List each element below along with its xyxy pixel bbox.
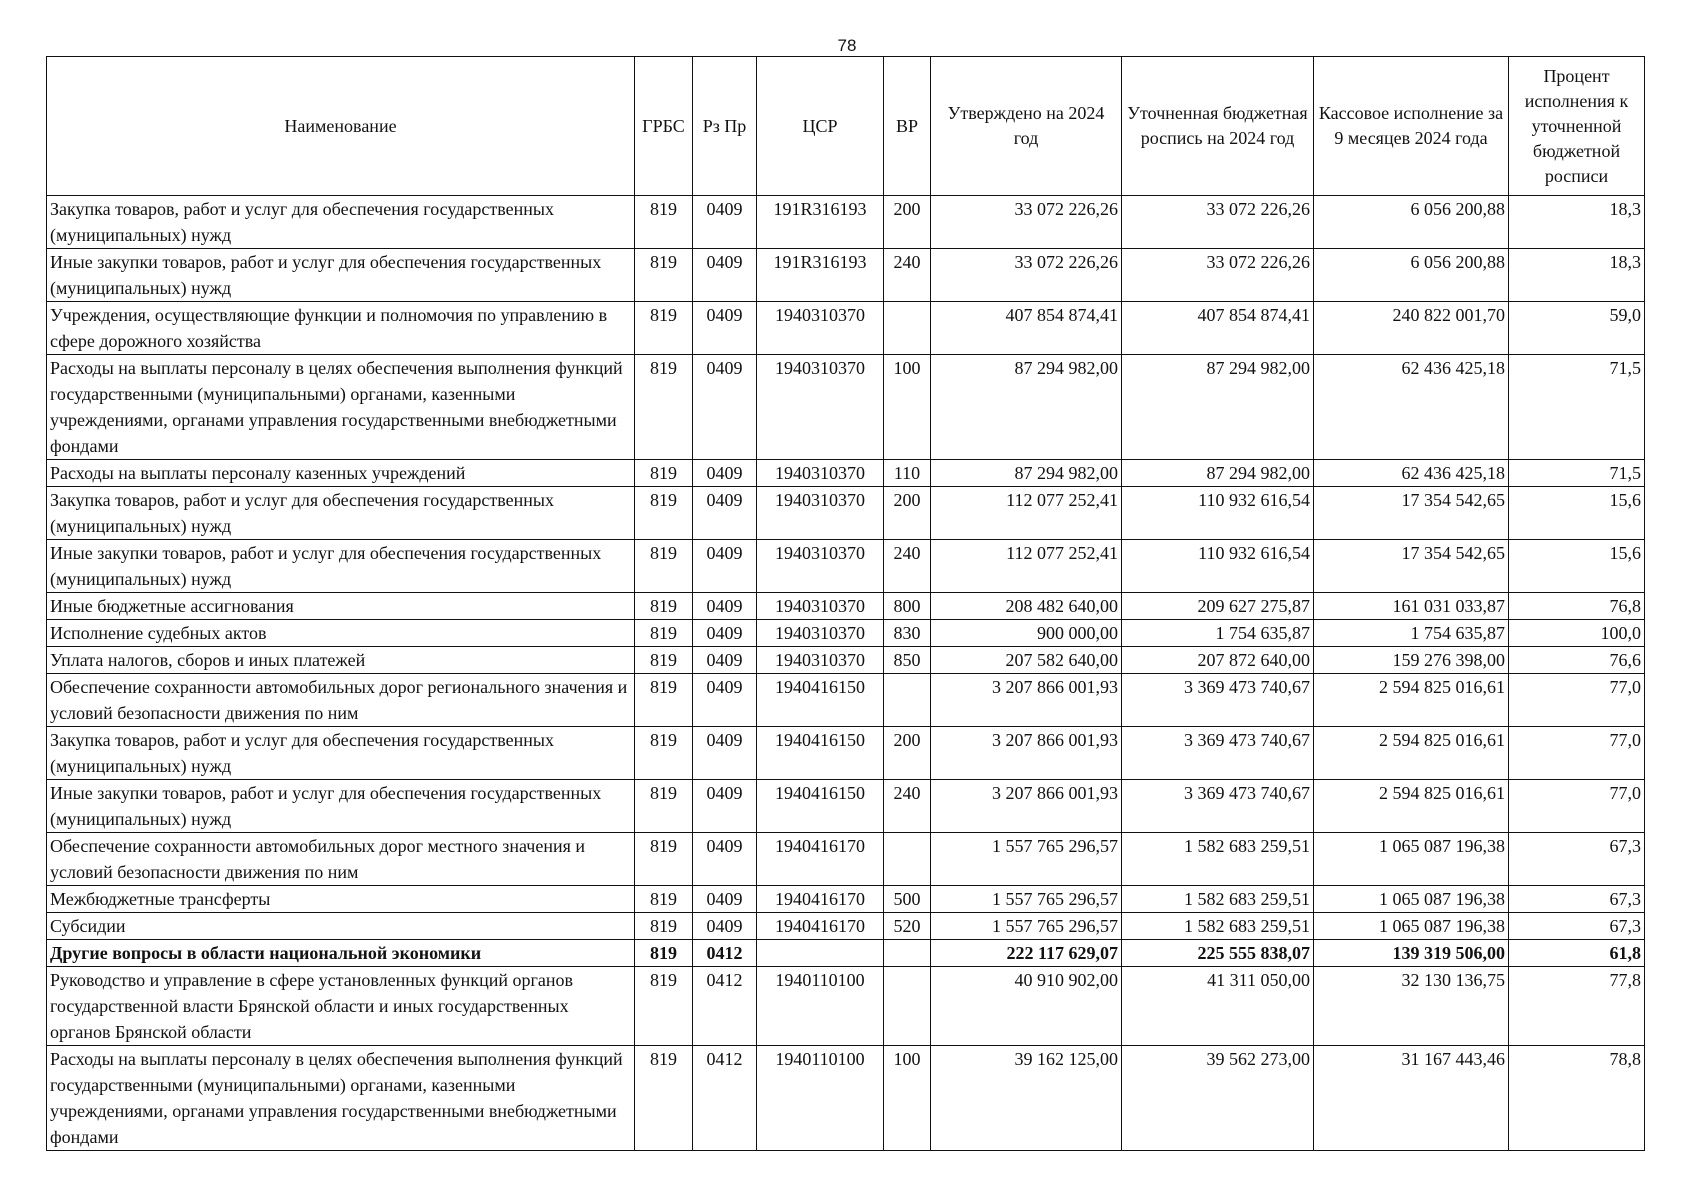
header-refined: Уточненная бюджетная роспись на 2024 год	[1122, 57, 1314, 196]
cell-csr: 1940110100	[757, 967, 884, 1046]
cell-rzpr: 0409	[693, 647, 757, 674]
cell-cash: 62 436 425,18	[1314, 355, 1509, 460]
cell-grbs: 819	[635, 1046, 693, 1151]
cell-csr: 191R316193	[757, 196, 884, 249]
cell-grbs: 819	[635, 460, 693, 487]
cell-grbs: 819	[635, 647, 693, 674]
table-row	[47, 355, 1645, 460]
cell-name: Обеспечение сохранности автомобильных дорог регионального значения и условий безопасности движения по ним	[47, 674, 635, 727]
cell-percent: 59,0	[1509, 302, 1645, 355]
cell-refined: 33 072 226,26	[1122, 196, 1314, 249]
cell-name: Иные закупки товаров, работ и услуг для обеспечения государственных (муниципальных) нужд	[47, 780, 635, 833]
cell-percent: 78,8	[1509, 1046, 1645, 1151]
header-cash: Кассовое исполнение за 9 месяцев 2024 года	[1314, 57, 1509, 196]
cell-rzpr: 0409	[693, 833, 757, 886]
header-name: Наименование	[47, 57, 635, 196]
cell-percent: 77,0	[1509, 674, 1645, 727]
header-csr: ЦСР	[757, 57, 884, 196]
table-header	[47, 57, 1645, 196]
table-row	[47, 302, 1645, 355]
cell-vr	[884, 674, 931, 727]
cell-vr: 200	[884, 727, 931, 780]
cell-rzpr: 0409	[693, 780, 757, 833]
page-number: 78	[837, 36, 857, 55]
table-row	[47, 540, 1645, 593]
cell-rzpr: 0409	[693, 355, 757, 460]
table-row	[47, 647, 1645, 674]
cell-percent: 18,3	[1509, 249, 1645, 302]
cell-cash: 17 354 542,65	[1314, 487, 1509, 540]
cell-cash: 2 594 825 016,61	[1314, 780, 1509, 833]
cell-refined: 33 072 226,26	[1122, 249, 1314, 302]
table-row	[47, 593, 1645, 620]
cell-cash: 2 594 825 016,61	[1314, 674, 1509, 727]
cell-rzpr: 0412	[693, 1046, 757, 1151]
cell-cash: 161 031 033,87	[1314, 593, 1509, 620]
cell-csr: 1940416170	[757, 913, 884, 940]
cell-vr	[884, 940, 931, 967]
cell-csr: 1940416150	[757, 727, 884, 780]
cell-refined: 1 582 683 259,51	[1122, 913, 1314, 940]
cell-csr: 1940110100	[757, 1046, 884, 1151]
header-percent: Процент исполнения к уточненной бюджетной росписи	[1509, 57, 1645, 196]
cell-grbs: 819	[635, 249, 693, 302]
cell-name: Руководство и управление в сфере установленных функций органов государственной власти Брянской области и иных государственных органов Брянской области	[47, 967, 635, 1046]
cell-grbs: 819	[635, 620, 693, 647]
cell-approved: 112 077 252,41	[931, 487, 1122, 540]
cell-refined: 3 369 473 740,67	[1122, 674, 1314, 727]
cell-cash: 31 167 443,46	[1314, 1046, 1509, 1151]
cell-refined: 3 369 473 740,67	[1122, 780, 1314, 833]
cell-approved: 1 557 765 296,57	[931, 833, 1122, 886]
cell-percent: 77,0	[1509, 727, 1645, 780]
cell-vr: 520	[884, 913, 931, 940]
cell-rzpr: 0409	[693, 727, 757, 780]
cell-approved: 1 557 765 296,57	[931, 886, 1122, 913]
cell-rzpr: 0412	[693, 967, 757, 1046]
cell-grbs: 819	[635, 196, 693, 249]
cell-name: Расходы на выплаты персоналу в целях обеспечения выполнения функций государственными (муниципальными) органами, казенными учреждениями, органами управления государственными внебюджетными фондами	[47, 1046, 635, 1151]
cell-csr: 1940310370	[757, 355, 884, 460]
cell-grbs: 819	[635, 780, 693, 833]
table-row	[47, 940, 1645, 967]
table-body	[47, 196, 1645, 1151]
cell-refined: 87 294 982,00	[1122, 355, 1314, 460]
cell-refined: 209 627 275,87	[1122, 593, 1314, 620]
cell-vr	[884, 967, 931, 1046]
table-row	[47, 249, 1645, 302]
cell-percent: 15,6	[1509, 487, 1645, 540]
cell-name: Учреждения, осуществляющие функции и полномочия по управлению в сфере дорожного хозяйства	[47, 302, 635, 355]
cell-approved: 222 117 629,07	[931, 940, 1122, 967]
cell-vr: 500	[884, 886, 931, 913]
cell-cash: 2 594 825 016,61	[1314, 727, 1509, 780]
cell-name: Обеспечение сохранности автомобильных дорог местного значения и условий безопасности движения по ним	[47, 833, 635, 886]
cell-name: Субсидии	[47, 913, 635, 940]
cell-csr: 191R316193	[757, 249, 884, 302]
table-row	[47, 1046, 1645, 1151]
cell-cash: 1 065 087 196,38	[1314, 913, 1509, 940]
cell-csr: 1940310370	[757, 620, 884, 647]
cell-refined: 1 582 683 259,51	[1122, 833, 1314, 886]
cell-refined: 225 555 838,07	[1122, 940, 1314, 967]
cell-approved: 3 207 866 001,93	[931, 780, 1122, 833]
cell-percent: 67,3	[1509, 886, 1645, 913]
table-row	[47, 727, 1645, 780]
table-row	[47, 487, 1645, 540]
cell-refined: 407 854 874,41	[1122, 302, 1314, 355]
table-row	[47, 913, 1645, 940]
cell-grbs: 819	[635, 540, 693, 593]
cell-grbs: 819	[635, 940, 693, 967]
cell-cash: 1 065 087 196,38	[1314, 886, 1509, 913]
cell-rzpr: 0409	[693, 487, 757, 540]
cell-grbs: 819	[635, 967, 693, 1046]
cell-vr: 850	[884, 647, 931, 674]
cell-refined: 41 311 050,00	[1122, 967, 1314, 1046]
cell-cash: 1 754 635,87	[1314, 620, 1509, 647]
cell-approved: 1 557 765 296,57	[931, 913, 1122, 940]
cell-name: Другие вопросы в области национальной экономики	[47, 940, 635, 967]
budget-table	[46, 56, 1645, 1151]
cell-percent: 15,6	[1509, 540, 1645, 593]
cell-refined: 3 369 473 740,67	[1122, 727, 1314, 780]
cell-rzpr: 0409	[693, 913, 757, 940]
cell-grbs: 819	[635, 913, 693, 940]
header-rzpr: Рз Пр	[693, 57, 757, 196]
cell-grbs: 819	[635, 487, 693, 540]
cell-refined: 1 582 683 259,51	[1122, 886, 1314, 913]
cell-rzpr: 0409	[693, 540, 757, 593]
cell-vr: 110	[884, 460, 931, 487]
cell-percent: 77,8	[1509, 967, 1645, 1046]
cell-vr	[884, 833, 931, 886]
cell-rzpr: 0409	[693, 593, 757, 620]
cell-percent: 67,3	[1509, 913, 1645, 940]
cell-cash: 159 276 398,00	[1314, 647, 1509, 674]
cell-refined: 1 754 635,87	[1122, 620, 1314, 647]
cell-name: Закупка товаров, работ и услуг для обеспечения государственных (муниципальных) нужд	[47, 196, 635, 249]
cell-rzpr: 0409	[693, 249, 757, 302]
cell-name: Расходы на выплаты персоналу в целях обеспечения выполнения функций государственными (муниципальными) органами, казенными учреждениями, органами управления государственными внебюджетными фондами	[47, 355, 635, 460]
cell-cash: 6 056 200,88	[1314, 196, 1509, 249]
cell-vr: 100	[884, 1046, 931, 1151]
cell-grbs: 819	[635, 674, 693, 727]
cell-rzpr: 0409	[693, 886, 757, 913]
cell-cash: 32 130 136,75	[1314, 967, 1509, 1046]
cell-csr: 1940310370	[757, 540, 884, 593]
cell-rzpr: 0409	[693, 460, 757, 487]
cell-refined: 207 872 640,00	[1122, 647, 1314, 674]
table-row	[47, 196, 1645, 249]
cell-approved: 3 207 866 001,93	[931, 674, 1122, 727]
cell-rzpr: 0412	[693, 940, 757, 967]
table-row	[47, 886, 1645, 913]
cell-name: Уплата налогов, сборов и иных платежей	[47, 647, 635, 674]
cell-vr: 240	[884, 249, 931, 302]
cell-csr: 1940310370	[757, 487, 884, 540]
cell-percent: 76,8	[1509, 593, 1645, 620]
cell-name: Закупка товаров, работ и услуг для обеспечения государственных (муниципальных) нужд	[47, 487, 635, 540]
table-row	[47, 460, 1645, 487]
cell-grbs: 819	[635, 355, 693, 460]
cell-name: Межбюджетные трансферты	[47, 886, 635, 913]
header-grbs: ГРБС	[635, 57, 693, 196]
cell-percent: 76,6	[1509, 647, 1645, 674]
cell-grbs: 819	[635, 302, 693, 355]
cell-grbs: 819	[635, 833, 693, 886]
cell-vr: 800	[884, 593, 931, 620]
cell-refined: 87 294 982,00	[1122, 460, 1314, 487]
cell-vr: 200	[884, 196, 931, 249]
cell-approved: 3 207 866 001,93	[931, 727, 1122, 780]
cell-approved: 40 910 902,00	[931, 967, 1122, 1046]
cell-approved: 87 294 982,00	[931, 355, 1122, 460]
cell-name: Исполнение судебных актов	[47, 620, 635, 647]
cell-csr: 1940310370	[757, 647, 884, 674]
cell-rzpr: 0409	[693, 674, 757, 727]
table-row	[47, 780, 1645, 833]
cell-cash: 240 822 001,70	[1314, 302, 1509, 355]
cell-vr: 240	[884, 540, 931, 593]
cell-approved: 207 582 640,00	[931, 647, 1122, 674]
cell-rzpr: 0409	[693, 302, 757, 355]
cell-approved: 208 482 640,00	[931, 593, 1122, 620]
header-vr: ВР	[884, 57, 931, 196]
cell-percent: 67,3	[1509, 833, 1645, 886]
cell-csr: 1940310370	[757, 593, 884, 620]
cell-refined: 110 932 616,54	[1122, 487, 1314, 540]
cell-csr: 1940310370	[757, 302, 884, 355]
table-row	[47, 967, 1645, 1046]
cell-grbs: 819	[635, 593, 693, 620]
header-approved: Утверждено на 2024 год	[931, 57, 1122, 196]
cell-cash: 139 319 506,00	[1314, 940, 1509, 967]
cell-csr: 1940416170	[757, 833, 884, 886]
cell-percent: 100,0	[1509, 620, 1645, 647]
cell-rzpr: 0409	[693, 196, 757, 249]
cell-percent: 71,5	[1509, 355, 1645, 460]
cell-name: Расходы на выплаты персоналу казенных учреждений	[47, 460, 635, 487]
cell-vr: 200	[884, 487, 931, 540]
cell-csr: 1940416170	[757, 886, 884, 913]
cell-rzpr: 0409	[693, 620, 757, 647]
cell-name: Иные закупки товаров, работ и услуг для обеспечения государственных (муниципальных) нужд	[47, 249, 635, 302]
cell-name: Иные закупки товаров, работ и услуг для обеспечения государственных (муниципальных) нужд	[47, 540, 635, 593]
cell-cash: 17 354 542,65	[1314, 540, 1509, 593]
cell-approved: 112 077 252,41	[931, 540, 1122, 593]
cell-vr: 100	[884, 355, 931, 460]
cell-grbs: 819	[635, 886, 693, 913]
cell-cash: 1 065 087 196,38	[1314, 833, 1509, 886]
cell-approved: 900 000,00	[931, 620, 1122, 647]
cell-approved: 39 162 125,00	[931, 1046, 1122, 1151]
cell-approved: 87 294 982,00	[931, 460, 1122, 487]
cell-vr: 240	[884, 780, 931, 833]
cell-vr: 830	[884, 620, 931, 647]
cell-csr: 1940310370	[757, 460, 884, 487]
cell-cash: 62 436 425,18	[1314, 460, 1509, 487]
cell-cash: 6 056 200,88	[1314, 249, 1509, 302]
cell-refined: 110 932 616,54	[1122, 540, 1314, 593]
cell-csr: 1940416150	[757, 780, 884, 833]
cell-name: Иные бюджетные ассигнования	[47, 593, 635, 620]
table-row	[47, 674, 1645, 727]
table-row	[47, 833, 1645, 886]
cell-percent: 61,8	[1509, 940, 1645, 967]
cell-percent: 77,0	[1509, 780, 1645, 833]
table-row	[47, 620, 1645, 647]
cell-grbs: 819	[635, 727, 693, 780]
cell-csr: 1940416150	[757, 674, 884, 727]
cell-refined: 39 562 273,00	[1122, 1046, 1314, 1151]
cell-vr	[884, 302, 931, 355]
cell-approved: 33 072 226,26	[931, 196, 1122, 249]
cell-approved: 407 854 874,41	[931, 302, 1122, 355]
cell-name: Закупка товаров, работ и услуг для обеспечения государственных (муниципальных) нужд	[47, 727, 635, 780]
cell-percent: 71,5	[1509, 460, 1645, 487]
cell-approved: 33 072 226,26	[931, 249, 1122, 302]
cell-percent: 18,3	[1509, 196, 1645, 249]
cell-csr	[757, 940, 884, 967]
